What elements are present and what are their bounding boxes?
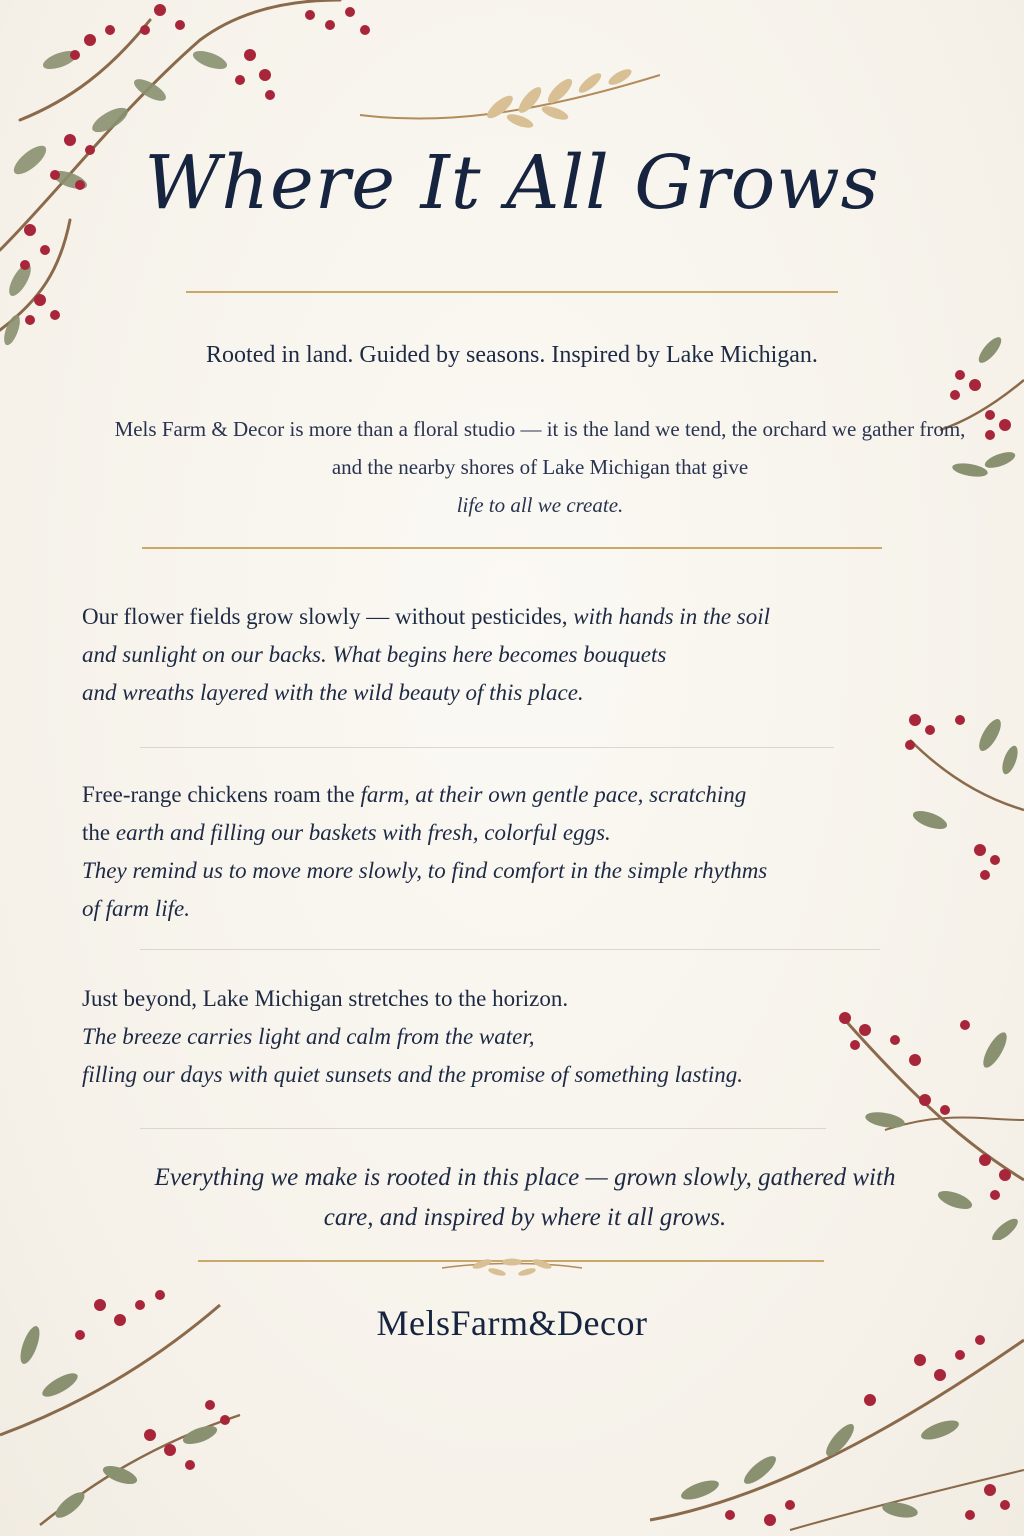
- divider-under-title: [186, 291, 838, 293]
- section-divider: [140, 949, 880, 950]
- section-divider: [140, 1128, 826, 1129]
- section-line-italic: and wreaths layered with the wild beauty of this place.: [82, 680, 584, 705]
- section-chickens: [82, 776, 902, 928]
- section-line-italic: farm, at their own gentle pace, scratching: [360, 782, 747, 807]
- section-lake-michigan: [82, 980, 902, 1094]
- section-line-italic: earth and filling our baskets with fresh, colorful eggs.: [115, 820, 611, 845]
- section-divider: [140, 747, 834, 748]
- section-line-plain: Just beyond, Lake Michigan stretches to the horizon.: [82, 986, 569, 1011]
- section-line-italic: and sunlight on our backs. What begins here becomes bouquets: [82, 642, 667, 667]
- section-line-plain: the: [82, 820, 116, 845]
- divider-above-signature: [198, 1260, 824, 1262]
- intro-tail-text: life to all we create.: [456, 493, 624, 517]
- page-title: Where It All Grows: [144, 140, 880, 226]
- brand-signature: MelsFarm&Decor: [376, 1303, 648, 1343]
- closing-statement: Everything we make is rooted in this place — grown slowly, gathered with care, and inspired by where it all grows.: [154, 1164, 896, 1231]
- section-line-italic: of farm life.: [82, 896, 190, 921]
- section-line-plain: Free-range chickens roam the: [82, 782, 361, 807]
- intro-paragraph: [110, 410, 970, 524]
- section-line-italic: with hands in the soil: [573, 604, 771, 629]
- section-line-italic: filling our days with quiet sunsets and the promise of something lasting.: [82, 1062, 744, 1087]
- section-flower-fields: [82, 598, 902, 712]
- section-line-italic: They remind us to move more slowly, to find comfort in the simple rhythms: [82, 858, 768, 883]
- tagline: Rooted in land. Guided by seasons. Inspired by Lake Michigan.: [206, 342, 818, 368]
- divider-under-intro: [142, 547, 882, 549]
- section-line-italic: The breeze carries light and calm from the water,: [82, 1024, 535, 1049]
- section-line-plain: Our flower fields grow slowly — without pesticides,: [82, 604, 574, 629]
- intro-main-text: Mels Farm & Decor is more than a floral studio — it is the land we tend, the orchard we gather from, and the nearby shores of Lake Michigan that give: [114, 417, 966, 479]
